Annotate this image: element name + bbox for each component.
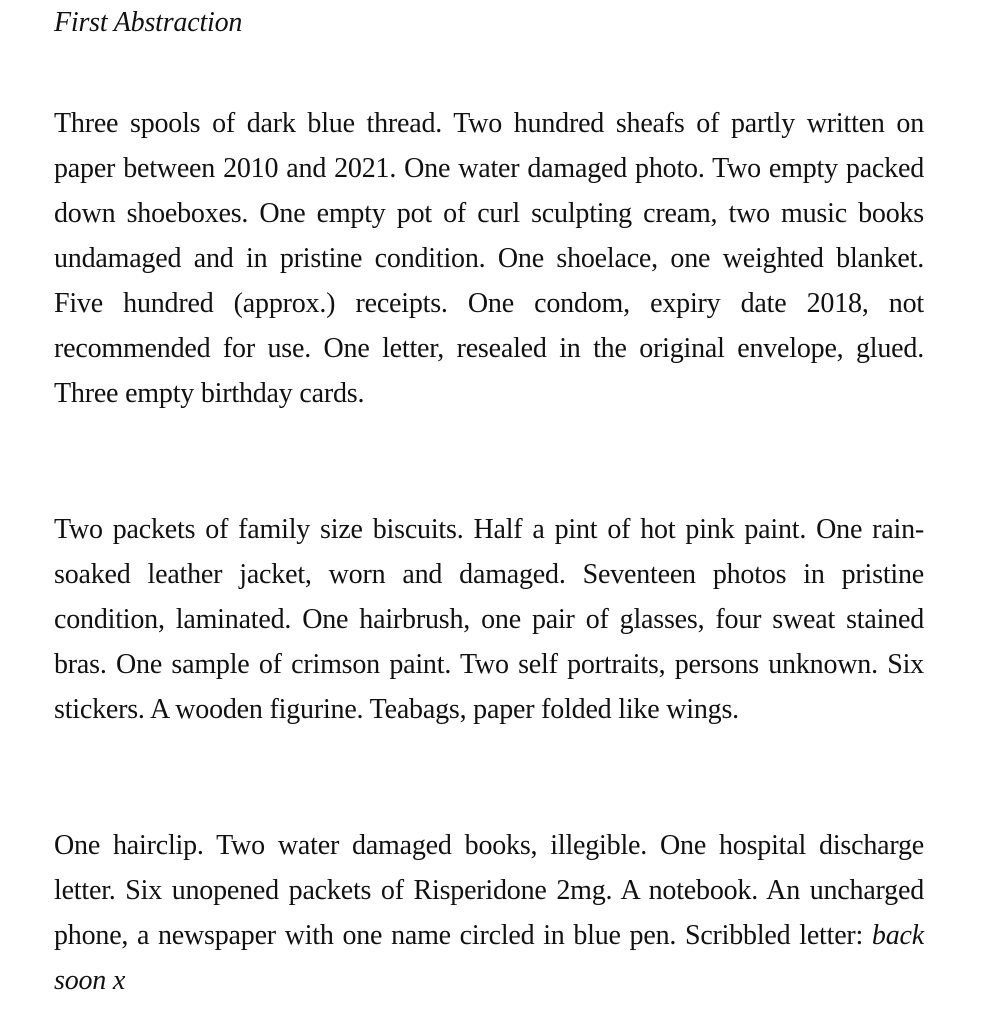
stanza-3 (54, 823, 924, 1003)
stanza-3-italic-ending: back soon x (54, 920, 924, 996)
stanza-3-text: One hairclip. Two water damaged books, illegible. One hospital discharge letter. Six unopened packets of Risperidone 2mg. A notebook. An uncharged phone, a newspaper with one name circled in blue pen. Scribbled letter: (54, 830, 924, 951)
stanza-2: Two packets of family size biscuits. Half a pint of hot pink paint. One rain-soaked leather jacket, worn and damaged. Seventeen photos in pristine condition, laminated. One hairbrush, one pair of glasses, four sweat stained bras. One sample of crimson paint. Two self portraits, persons unknown. Six stickers. A wooden figurine. Teabags, paper folded like wings. (54, 514, 924, 725)
poem-title: First Abstraction (54, 7, 243, 38)
stanza-1: Three spools of dark blue thread. Two hundred sheafs of partly written on paper between 2010 and 2021. One water damaged photo. Two empty packed down shoeboxes. One empty pot of curl sculpting cream, two music books undamaged and in pristine condition. One shoelace, one weighted blanket. Five hundred (approx.) receipts. One condom, expiry date 2018, not recommended for use. One letter, resealed in the original envelope, glued. Three empty birthday cards. (54, 108, 924, 409)
